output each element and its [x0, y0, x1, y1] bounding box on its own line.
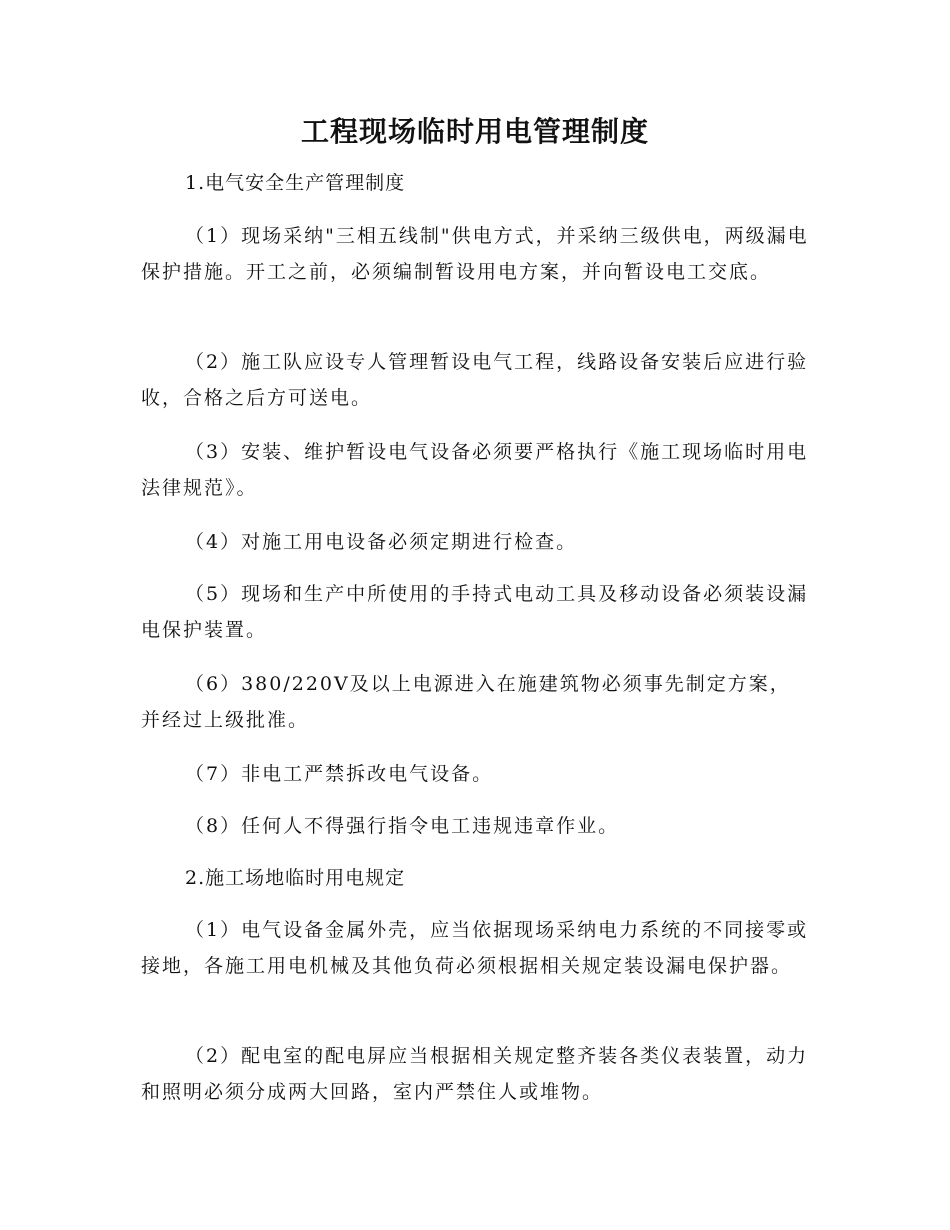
section-heading: 1.电气安全生产管理制度	[185, 172, 406, 194]
paragraph: （1）现场采纳"三相五线制"供电方式，并采纳三级供电，两级漏电保护措施。开工之前，必须编制暂设用电方案，并向暂设电工交底。	[141, 225, 809, 283]
paragraph: （4）对施工用电设备必须定期进行检查。	[185, 531, 578, 553]
paragraph: （2）配电室的配电屏应当根据相关规定整齐装各类仪表装置，动力和照明必须分成两大回路，室内严禁住人或堆物。	[141, 1045, 809, 1103]
paragraph: （8）任何人不得强行指令电工违规违章作业。	[185, 815, 620, 837]
paragraph: （5）现场和生产中所使用的手持式电动工具及移动设备必须装设漏电保护装置。	[141, 583, 809, 641]
paragraph: （2）施工队应设专人管理暂设电气工程，线路设备安装后应进行验收，合格之后方可送电。	[141, 351, 809, 409]
paragraph: （3）安装、维护暂设电气设备必须要严格执行《施工现场临时用电法律规范》。	[141, 441, 809, 499]
paragraph: （7）非电工严禁拆改电气设备。	[185, 763, 494, 785]
paragraph: （1）电气设备金属外壳，应当依据现场采纳电力系统的不同接零或接地，各施工用电机械及其他负荷必须根据相关规定装设漏电保护器。	[141, 919, 809, 977]
section-heading: 2.施工场地临时用电规定	[185, 867, 406, 889]
paragraph: （6）380/220V及以上电源进入在施建筑物必须事先制定方案，并经过上级批准。	[141, 673, 791, 731]
document-title: 工程现场临时用电管理制度	[300, 115, 649, 148]
